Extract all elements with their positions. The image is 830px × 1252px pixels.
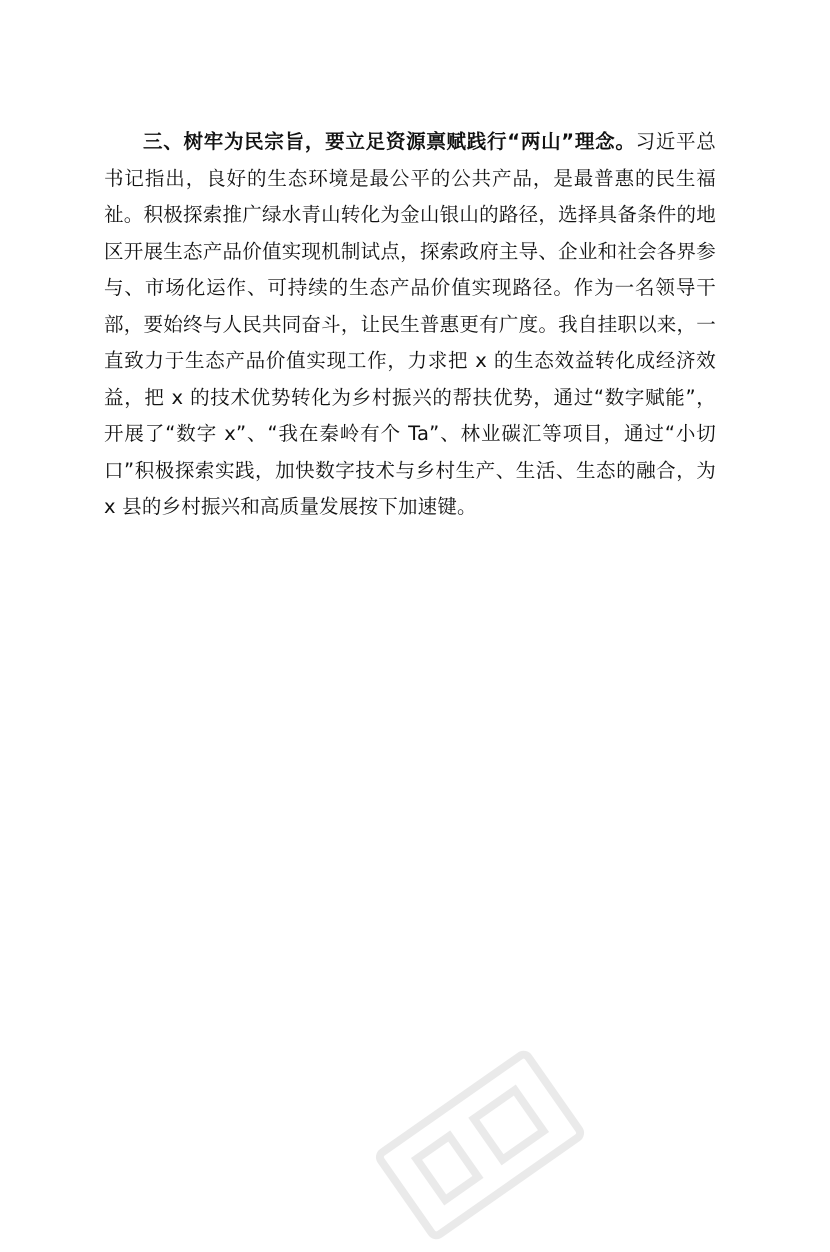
paragraph-heading: 三、树牢为民宗旨，要立足资源禀赋践行“两山”理念。 [143,130,636,153]
paragraph-body: 习近平总书记指出，良好的生态环境是最公平的公共产品，是最普惠的民生福祉。积极探索推广绿水青山转化为金山银山的路径，选择具备条件的地区开展生态产品价值实现机制试点，探索政府主导、企业和社会各界参与、市场化运作、可持续的生态产品价值实现路径。作为一名领导干部，要始终与人民共同奋斗，让民生普惠更有广度。我自挂职以来，一直致力于生态产品价值实现工作，力求把 x 的生态效益转化成经济效益，把 x 的技术优势转化为乡村振兴的帮扶优势，通过“数字赋能”，开展了“数字 x”、“我在秦岭有个 Ta”、林业碳汇等项目，通过“小切口”积极探索实践，加快数字技术与乡村生产、生活、生态的融合，为 x 县的乡村振兴和高质量发展按下加速键。 [104,130,716,518]
watermark-logo [364,1038,597,1251]
paragraph [104,124,716,526]
document-content [104,124,716,526]
